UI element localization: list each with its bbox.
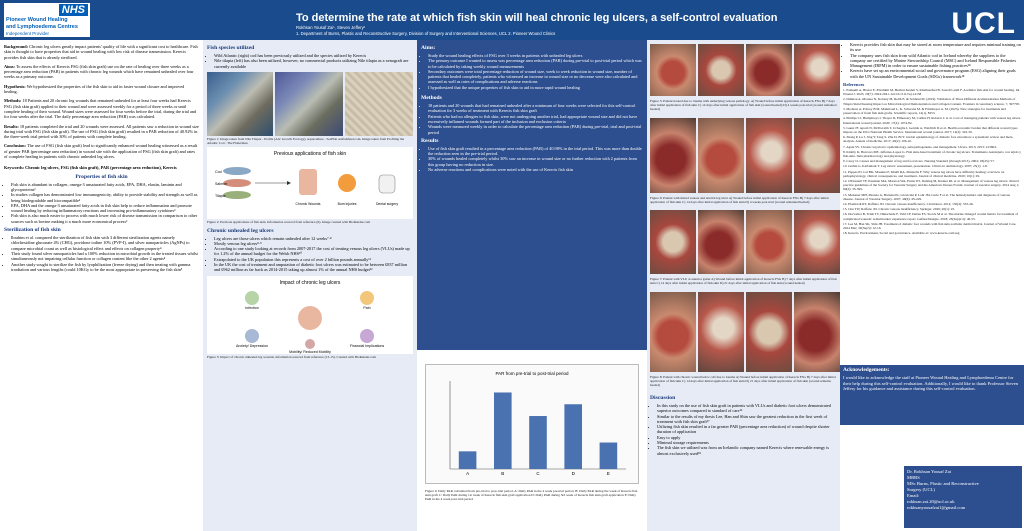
list-item: • The company uses fish skin from wild Atlantic cod in Iceland whereby the suppliers to the company are certified by Marine Stewardship Council (MSC) and Iceland Responsible Fisheries Management (IRFM) in order to ensure sustainable fishing practices¹⁸ xyxy=(850,53,1021,69)
reference-item: 4. Phillips CJ, Humphreys I, Thayer D, Elmessary M, Collins H, Roberts C et al. Cost of managing patients with venous leg ulcers. International wound journal. 2020; 17(4): 1074-82. xyxy=(843,116,1021,125)
conclusion-text: The use of FSG (fish skin graft) lead to significantly enhanced wound healing witnessed as a result of greater PAR (percentage area reduction) in wound site with the application of FSG (fish skin graft) and rates of complete healing in patients with chronic unhealed leg ulcers. xyxy=(4,143,198,160)
infection-label: Infection xyxy=(245,305,259,310)
aims-para xyxy=(4,64,199,80)
acknowledgements-heading: Acknowledgements: xyxy=(843,367,890,373)
background-text: Chronic leg ulcers greatly impact patients' quality of life with a significant cost to healthcare. Fish skin is thought to have properties that aid in wound healing with low risk of disease transmission. Kerecis provides fish skin that is already sterilized. xyxy=(4,44,198,60)
chronic-list xyxy=(207,236,413,273)
poster-authors: Rokhsan Yousaf Zai¹, Steven Jeffery² xyxy=(296,25,366,30)
chart-tick-label: D xyxy=(571,471,575,476)
methods-label: Methods: xyxy=(4,98,22,104)
financial-icon xyxy=(360,329,374,343)
discussion-heading: Discussion xyxy=(650,395,676,401)
list-item: • Utilizing fish skin resulted in a far greater PAR (percentage area reduction) of wound despite shorter duration of application xyxy=(657,424,838,435)
infection-icon xyxy=(245,291,259,305)
list-item: • Fish skin is abundant in collagen, omega-3 unsaturated fatty acids, EPA, DHA, elastin, laminin and glycoproteins¹ xyxy=(11,182,199,193)
aims-heading: Aims: xyxy=(421,45,436,51)
chronic-wounds-label: Chronic Wounds xyxy=(295,202,321,207)
chart-bar xyxy=(459,451,477,469)
list-item: • Kerecis have set up an environmental social and governance program (ESG) aligning their goals with the UN Sustainable Development Goals (SDGs) framework¹⁸ xyxy=(850,68,1021,79)
pain-label: Pain xyxy=(363,305,371,310)
aims-text: To assess the effects of Kerecis FSG (fish skin graft) use on the rate of healing over three weeks as a percentage area reduction (PAR) in patients with chronic leg wounds which have remained unhealed over four weeks as a primary outcome. xyxy=(4,63,194,80)
wound-photo xyxy=(746,292,792,372)
chart-bars xyxy=(450,381,626,476)
properties-heading: Properties of fish skin xyxy=(75,173,128,180)
acknowledgements-text: I would like to acknowledge the staff at Pioneer Wound Healing and Lymphoedema Centre for their help during this self-control evaluation. Additionally, I would like to thank Professor Steven Jeffery for his guidance and assistance during this self-control evaluation. xyxy=(843,375,1019,392)
list-item: • The primary outcome I wanted to assess was percentage area reduction (PAR) during pre-trial to post-trial period which was to be calculated by taking weekly wound measurements xyxy=(428,58,643,69)
reference-item: 10. Gethin G, Karlsmark T. Leg ulcers: assessment, presentation. Clinics in dermatology. 2007; 25(1): 1-8. xyxy=(843,164,988,169)
figure-4-caption: Figure 4: Daily PAR calculated from pre-trial to post-trial period. A: Daily PAR in the 4 week pre-trial period. B: Daily PAR during the week of Kerecis fish skin graft C: Daily PAR during 1st week of Kerecis fish skin graft application D: Daily PAR during 3rd week of Kerecis fish skin graft application E: Daily PAR in the 4 week post-trial period xyxy=(425,489,638,502)
chart-bar xyxy=(564,404,582,469)
reference-item: 1. Esmaeili A, Biazar E, Ebrahimi M, Heidari Keshel S, Kheilnezhad B, Saeedi Landi F. Acellular fish skin for wound healing. Int Wound J. 2023; 20(7): 2924-2941. doi:10.1111/iwj.14158 xyxy=(843,88,1020,97)
nhs-sub: Independent Provider xyxy=(6,31,50,36)
figure-8-photos xyxy=(650,292,840,372)
column-2 xyxy=(203,40,417,531)
pain-icon xyxy=(360,291,374,305)
contact-email[interactable]: rokhsanyousafzai1@gmail.com xyxy=(907,505,966,510)
tilapia-label: Tilapia xyxy=(215,194,226,199)
figure-7-photos xyxy=(650,210,840,274)
flame-icon xyxy=(338,174,356,192)
reference-item: 15. Chu TW, Raffetto JD. Chronic venous insufficiency. Springer. 2020; 26(1): 25. xyxy=(843,207,956,212)
poster-title: To determine the rate at which fish skin will heal chronic leg ulcers, a self-control evaluation xyxy=(296,12,778,24)
poster-affiliations: 1. Department of Burns, Plastic and Reconstructive Surgery, Division of Surgery and Interventional Sciences, UCL 2. Pioneer Wound Clinics xyxy=(296,31,556,36)
figure-5-photos xyxy=(650,44,840,96)
reference-item: 2. Dinklou A, Moussa N, Kobeny M, Reith E, & Sobhani M. (2019). Validation of Three Different Acellularization Methods of Tilapia Skin Dressing Impact on Microbiological Demonstration and Collagen Content. Frontiers in veterinary science, 7, 397795. xyxy=(843,97,1021,106)
contact-line: MSc Burns, Plastic and Reconstructive xyxy=(907,481,979,486)
leg-icon xyxy=(299,169,317,195)
list-item: • Another study sought to sterilize the fish by lyophilization (freeze drying) and then treating with gamma irradiation and various lengths (could 10KGy to be the most appropriate in preserving the fish skin⁵ xyxy=(11,262,199,273)
list-item: • I hypothesized that the unique properties of fish skin to aid in more rapid wound healing xyxy=(428,85,643,90)
cod-label: Cod xyxy=(215,170,222,175)
reference-item: 12. O'Donnell TF, Passman MA, Marston WA, Ennis WJ, Dalsing M, Kistner RL et al. Management of venous leg ulcers: clinical practice guidelines of the Society for Vascular Surgery and the American Venous Forum. Journal of vascular surgery. 2014 Aug 1; 60(2): 3S-59S. xyxy=(843,178,1020,192)
list-item: • EPA, DHA and the omega-3 unsaturated fatty acids in fish skin help to reduce inflammation and promote wound healing by reducing inflammatory reactions and increasing pro-inflammatory cytokines³ xyxy=(11,203,199,214)
wound-photo xyxy=(650,44,696,96)
poster-header xyxy=(0,0,1024,40)
figure-1-caption: Figure 1: Image taken from Nile Tilapia - Profile (Abc Growth Ecology), Aquaculture - SeaFish seafishfund.com. Image taken from Profiling the Atlantic Cod - The Fisherman xyxy=(207,136,405,146)
methods-para xyxy=(4,98,199,119)
fish-skin-photo xyxy=(345,72,413,136)
impact-diagram xyxy=(207,276,413,354)
nhs-line-2: and Lymphoedema Centres xyxy=(6,24,78,30)
reference-item: 16. Dorweiler B, Trinh TT, Dünschede F, Vahl CF, Debus ES, Storck M et al. The marine Omega3 wound matrix for treatment of complicated wounds: A multicenter experience report. Gefässchirurgie. 2018; 23(Suppl 2): 46-55. xyxy=(843,212,1019,221)
list-item: • Minimal storage requirements xyxy=(657,440,838,445)
methods-text: 18 Patients and 20 chronic leg wounds that remained unhealed for at least four weeks had Kerecis FSG (fish skin graft) applied to their wound and were assessed weekly for a period of three weeks or until complete healing of their wound. Wound sizes were assessed for four weeks before the trial, during the trial and for four weeks after the trial. The daily percentage area reduction (PAR) was calculated. xyxy=(4,98,197,120)
list-item: • 30% of wounds healed completely whilst 30% saw an increase in wound size or no further reduction with 2 patients from this group having no reduction in size. xyxy=(428,156,643,167)
diagram-title: Previous applications of fish skin xyxy=(273,151,347,158)
contact-line: Surgery (UCL) xyxy=(907,487,935,492)
species-list xyxy=(207,53,413,69)
nhs-badge: NHS xyxy=(59,4,88,16)
contact-line: Dr. Rokhsan Yousaf Zai xyxy=(907,469,952,474)
list-item: • Nile tilapia (left) has also been utilized, however, no commercial products utilizing Nile tilapia as a xenograft are currently available xyxy=(214,58,413,69)
figure-2-caption: Figure 2: Previous applications of fish skin. Information sourced from reference (6). Image created with BioRender.com xyxy=(207,220,371,225)
mobility-icon xyxy=(305,339,315,349)
list-item: • Patients who had no allergies to fish skin, were not undergoing another trial, had appropriate wound size and did not have excessively inflamed wounds formed part of the inclusion and exclusion criteria xyxy=(428,114,643,125)
wound-photo xyxy=(794,210,840,274)
chart-title: PAR from pre-trial to post-trial period xyxy=(495,371,569,376)
anxiety-label: Anxiety/ Depression xyxy=(236,343,268,348)
fish-photos xyxy=(207,72,413,136)
column-4 xyxy=(647,40,840,531)
conclusion-para xyxy=(4,143,199,159)
reference-item: 11. Pappas PJ, Lal BK, Masakia F, Khalil RA, Manzella F. Why venous leg ulcers have difficulty healing: overview on pathophysiology, clinical consequences, and treatment. Journal of clinical medicine. 2020; 10(1): 29. xyxy=(843,169,1005,178)
wound-photo xyxy=(794,292,840,372)
figure-5-caption: Figure 5: Patient treated due to trauma with underlying venous pathology. A) Wound before initial application of Kerecis FSG B) 7 days after initial application of fish skin C) 14 days after initial application of fish skin (wound healed) D) 4 weeks post-trial (wound remained healed) xyxy=(650,99,837,112)
contact-line: MBBS xyxy=(907,475,920,480)
financial-label: Financial Implications xyxy=(349,343,385,348)
references-heading: References xyxy=(843,82,865,88)
anxiety-icon xyxy=(245,329,259,343)
aims-list xyxy=(421,53,643,90)
applications-diagram xyxy=(207,147,413,219)
list-item: • Mostly venous leg ulcers⁸·⁹ xyxy=(214,241,413,246)
reference-item: 7. Agale SV. Chronic leg ulcers: epidemiology, aetiopathogenesis, and management. Ulcers. 2013; 2013: 413604. xyxy=(843,144,997,149)
list-item: • Fish skin is also much easier to process with much lower risk of disease transmission in comparison to other sources such as bovine making it a much more economical process³ xyxy=(11,213,199,224)
conclusion-label: Conclusion: xyxy=(4,143,26,149)
chart-bar xyxy=(494,392,512,469)
reference-item: 17. Lee M, Han SK, Shin JH. Treatment of diabetic foot wounds with fish skin acellular dermal matrix. Journal of Wound Care. 2024 Mar; 32(Sup3): 12-16. xyxy=(843,221,1017,230)
wound-photo xyxy=(746,118,792,193)
kerecis-list xyxy=(843,42,1021,79)
list-item: • According to one study looking at records from 2007-2017 the cost of treating venous leg ulcers (VLUs) made up for 1.2% of the annual budget for the Welsh NHS¹⁰ xyxy=(214,246,413,257)
results-label: Results: xyxy=(4,123,19,129)
methods-list xyxy=(421,103,643,135)
cod-photo xyxy=(275,72,343,136)
nhs-logo xyxy=(4,3,90,37)
background-label: Background: xyxy=(4,44,29,49)
salmon-label: Salmon xyxy=(215,182,228,187)
list-item: • Use of fish skin graft resulted in a percentage area reduction (PAR) of 40.98% in the trial period. This was more than double the reduction seen in the pre-trial period. xyxy=(428,146,643,157)
wound-photo xyxy=(650,292,696,372)
tilapia-photo xyxy=(207,72,273,136)
properties-list xyxy=(4,182,199,224)
wound-photo xyxy=(698,118,744,193)
discussion-section xyxy=(650,392,838,456)
chart-tick-label: B xyxy=(501,471,505,476)
figure-6-caption: Figure 6: Patient with mixed venous and arterial leg ulcer A) Wound before initial application of Kerecis FSG B) 7 days after initial application of fish skin C) 14 days after initial application of fish skin D) 4 weeks post-trial (wound remained healed) xyxy=(650,196,829,205)
reference-item: 9. Carey O. Causes and management of leg and foot ulcers. Nursing Standard (through 2013). 2004; 18(45): 57. xyxy=(843,159,995,164)
wound-photo xyxy=(698,292,744,372)
wound-photo xyxy=(794,118,840,193)
chart-tick-label: E xyxy=(606,471,610,476)
figure-6-photos xyxy=(650,118,840,193)
reference-item: 14. Eberhardt RT, Raffetto JD. Chronic venous insufficiency. Circulation. 2014; 130(4): 333-46. xyxy=(843,201,974,206)
hypothesis-text: We hypothesized the properties of the fish skin to aid in faster wound closure and improved healing. xyxy=(4,83,185,95)
patient-icon xyxy=(298,306,322,330)
wound-photo xyxy=(746,210,792,274)
list-item: • Ibrahim et al. compared the sterilization of fish skin with 3 different sterilization agents namely chlorhexidine gluconate 4% (CHG), povidone iodine 10% (PVP-I), and silver nanoparticles (AgNPs) to compare microbial count as well as histological effect and effects on collagen property⁴ xyxy=(11,235,199,251)
ucl-logo: UCL xyxy=(951,7,1016,40)
nhs-line-1: Pioneer Wound Healing xyxy=(6,17,68,23)
wound-photo xyxy=(794,44,840,96)
wound-photo xyxy=(698,44,744,96)
list-item: • Wounds were measured weekly in order to calculate the percentage area reduction (PAR) during pre-trial, trial and post-trial period xyxy=(428,124,643,135)
reference-item: 5. Guest JF, Ayoub N, McIlwraith T, Uchegbu I, Gerrish A, Weidlich D et al. Health economic burden that different wound types impose on the UK's National Health Service. International wound journal. 2017; 14(2): 322-30. xyxy=(843,125,1018,134)
chart-tick-label: A xyxy=(466,471,470,476)
chart-bar xyxy=(600,443,618,469)
wound-photo xyxy=(746,44,792,96)
list-item: • Secondary outcomes were total percentage reduction of wound size, week to week reduction in wound size, number of patients that healed completely, patients who witnessed an increase in wound size or no decrease were also calculated and assessed as well as rates of complications and adverse reactions xyxy=(428,69,643,85)
list-item: • Leg ulcers are those ulcers which remain unhealed after 12 weeks⁷·⁸ xyxy=(214,236,413,241)
list-item: • Their study found silver nanoparticles had a 100% reduction in microbial growth in the treated tissues whilst simultaneously not impairing cellular function or collagen content like the other 2 agents⁴ xyxy=(11,251,199,262)
column-3 xyxy=(417,40,647,531)
column-5 xyxy=(840,40,1024,531)
tooth-icon xyxy=(379,175,395,193)
reference-item: 13. Meissner MH, Moneta G, Burnand K, Gloviczki P, Lohr JM, Lurie F et al. The hemodynamics and diagnosis of venous disease. Journal of Vascular Surgery. 2007; 46(6): 4S-24S. xyxy=(843,192,1010,201)
list-item: • In this study on the use of fish skin graft in patients with VLUs and diabetic foot ulcers demonstrated superior outcomes compared to standard of care¹⁶ xyxy=(657,403,838,414)
list-item: • Easy to apply xyxy=(657,435,838,440)
list-item: • The fish skin we utilized was from an Icelandic company named Kerecis where renewable energy is almost exclusively used¹⁸ xyxy=(657,445,838,456)
reference-item: 18. Kerecis. Environment, Social and governance. Available at: www.kerecis.com/esg xyxy=(843,231,960,236)
arrowhead-icon xyxy=(287,181,291,185)
figure-7-caption: Figure 7: Patient with VLU at anterior gaiter A) Wound before initial application of Kerecis FSG B) 7 days after initial application of fish skin C) 14 days after initial application of fish skin D) 21 days after initial application of fish skin (wound healed) xyxy=(650,277,837,286)
list-item: • 18 patients and 20 wounds that had remained unhealed after a minimum of four weeks were selected for this self-control evaluation for 3 weeks of treatment with Kerecis fish skin graft xyxy=(428,103,643,114)
wound-photo xyxy=(650,118,696,193)
results-text: 18 patients completed the trial and 20 wounds were assessed. All patients saw a reduction in wound size during trial with FSG (fish skin graft). The use of FSG (fish skin graft) resulted in a PAR reduction of 40.92% in the three-week trial period with 30% of patients with complete healing. xyxy=(4,123,199,140)
chart-bar xyxy=(529,416,547,469)
list-item: • Wild Atlantic (right) cod has been previously utilized and the species utilized by Kerecis xyxy=(214,53,413,58)
cod-icon xyxy=(223,167,251,175)
sterilization-list xyxy=(4,235,199,272)
list-item: • No adverse reactions and complications were noted with the use of Kerecis fish skin xyxy=(428,167,643,172)
species-heading: Fish species utilized xyxy=(207,45,255,51)
sterilization-heading: Sterilization of fish skin xyxy=(4,227,61,234)
acknowledgements-box xyxy=(840,365,1024,425)
aims-methods-results-panel xyxy=(417,40,647,350)
contact-email[interactable]: rokhsan.zai.20@ucl.ac.uk xyxy=(907,499,955,504)
impact-title: Impact of chronic leg ulcers xyxy=(279,279,341,286)
references-list xyxy=(843,88,1021,235)
results-heading: Results xyxy=(421,137,439,144)
salmon-icon xyxy=(223,179,251,187)
par-chart xyxy=(425,364,639,484)
burn-injuries-label: Burn injuries xyxy=(337,202,357,207)
list-item: • In the UK the cost of treatment and amputation of diabetic foot ulcers was estimated to be between £837 million and £962 million as far back as 2014-2015 taking up almost 1% of the annual NHS budget¹² xyxy=(214,262,413,273)
list-item: • Extrapolated to the UK population this represents a cost of over 2 billion pounds annually¹¹ xyxy=(214,257,413,262)
contact-line: Email: xyxy=(907,493,920,498)
hypothesis-para xyxy=(4,84,199,95)
list-item: • Study the wound healing effects of FSG over 3 weeks in patients with unhealed leg ulcers xyxy=(428,53,643,58)
discussion-list xyxy=(650,403,838,456)
chart-tick-label: C xyxy=(536,471,540,476)
results-para xyxy=(4,124,199,140)
dental-surgery-label: Dental surgery xyxy=(375,202,399,207)
background-para xyxy=(4,44,199,60)
keywords: Keywords: Chronic leg ulcers, FSG (fish skin graft), PAR (percentage area reduction), Kerecis xyxy=(4,165,177,171)
results-list xyxy=(421,146,643,172)
figure-3-caption: Figure 3: Impact of chronic unhealed leg wounds, information sourced from reference (13-15). Created with BioRender.com xyxy=(207,354,376,359)
hypothesis-label: Hypothesis: xyxy=(4,83,26,89)
figure-8-caption: Figure 8: Patient with chronic wound below calf due to trauma A) Wound before initial application of Kerecis FSG B) 7 days after initial application of fish skin C) 14 days after initial application of fish skin D) 21 days after initial application of fish skin (wound remains healed) xyxy=(650,375,836,388)
reference-item: 3. Modeste A, Pobrey B M, Mahmoud L, K. Schwanz M. & Fritzmeyer A. M. (2023). New strategies for treatments and preservation of fresh fish skin grafts. Scientific reports, 14(1), 8253. xyxy=(843,106,1006,116)
mobility-label: Mobility/ Reduced Mobility xyxy=(289,349,331,354)
wound-photo xyxy=(650,210,696,274)
tilapia-icon xyxy=(223,191,251,199)
aims-label: Aims: xyxy=(4,63,15,69)
contact-box xyxy=(904,466,1022,528)
methods-heading: Methods xyxy=(421,95,442,102)
par-chart-svg xyxy=(426,365,638,483)
abstract-column xyxy=(0,40,203,531)
reference-item: 6. Zhang P, Lu J, Jing Y, Tang S, Zhu D, Bi Y. Global epidemiology of diabetic foot ulceration: a systematic review and meta-analysis. Annals of medicine. 2017; 49(2): 106-16. xyxy=(843,135,1014,144)
reference-item: 8. Kirkby K, Burrows ME, Jefferies-Lopez G. Fish skin-based treatment of chronic leg ulcers. Tratamiento Autoinjerto con tejido y fish-skin. Skin pharmacology and physiology. xyxy=(843,149,1022,158)
list-item: • Similar to the results of my thesis Lee, Han and Shin saw the greatest reduction in the first week of treatment with fish skin graft¹⁷ xyxy=(657,414,838,425)
chronic-heading: Chronic unhealed leg ulcers xyxy=(207,227,274,234)
list-item: • In studies collagen has demonstrated low immunogenicity, ability to provide stability and strength as well as being biodegradable and biocompatible² xyxy=(11,192,199,203)
list-item: • Kerecis provides fish skin that may be stored at room temperature and requires minimal training on its use xyxy=(850,42,1021,53)
wound-photo xyxy=(698,210,744,274)
